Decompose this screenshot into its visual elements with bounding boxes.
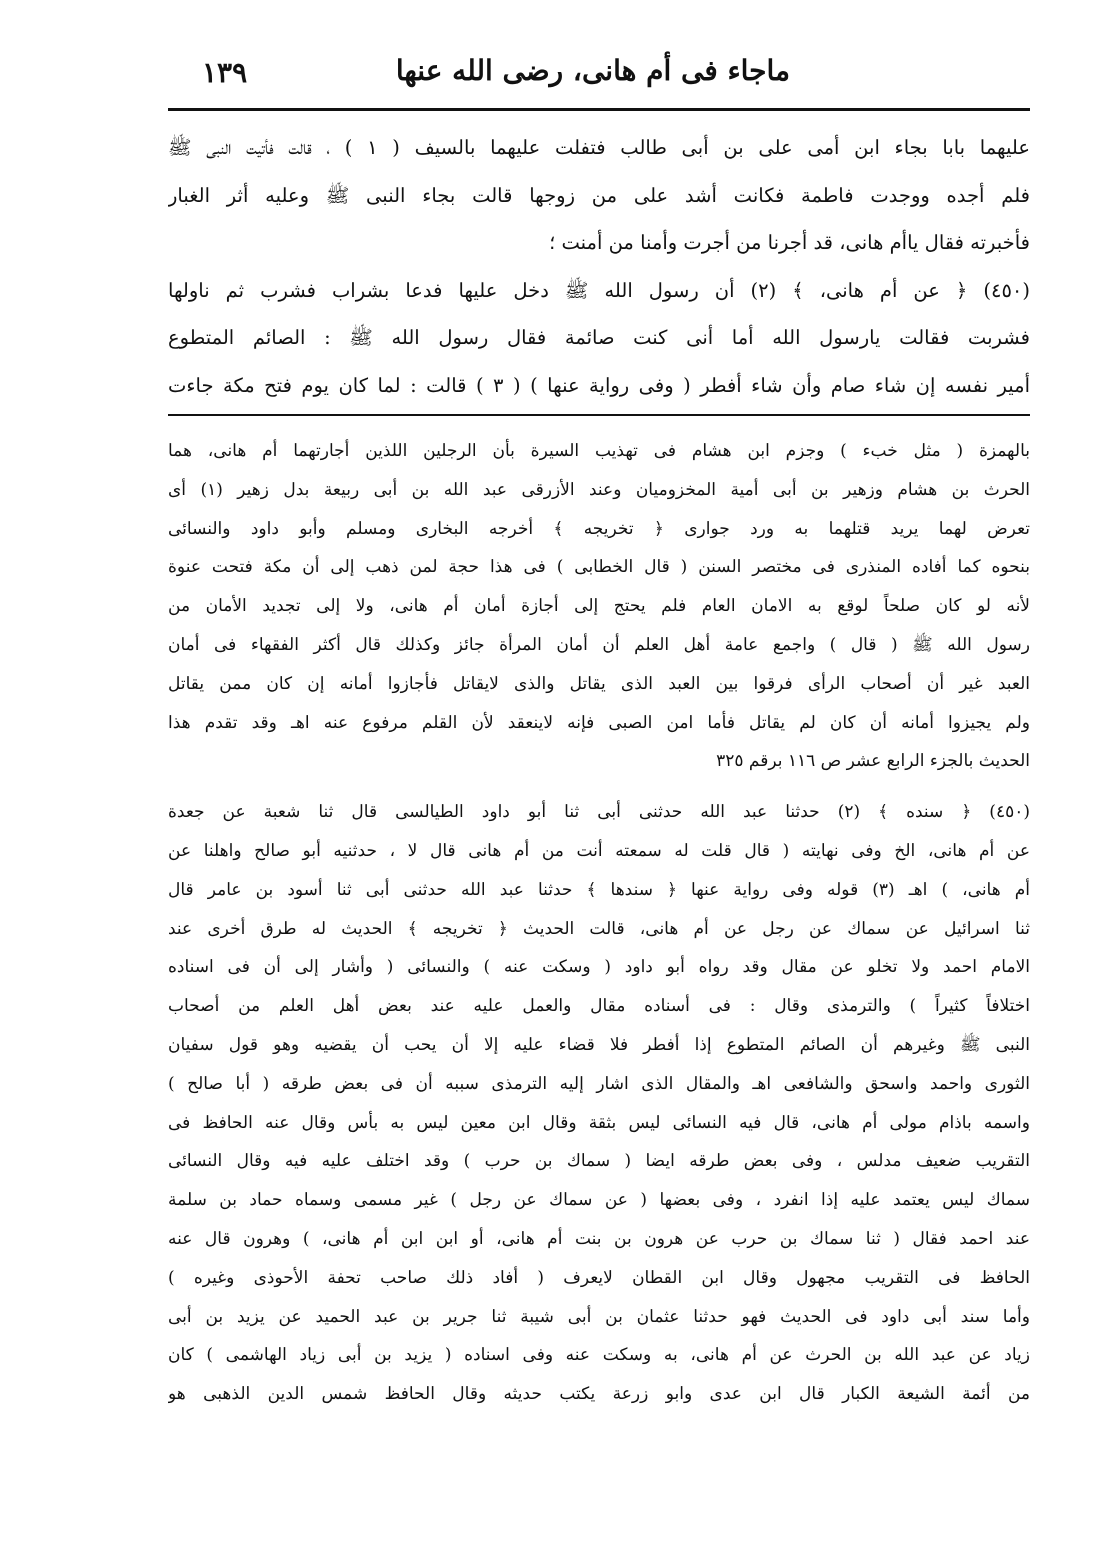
footnote-line: الحافظ فى التقريب مجهول وقال ابن القطان لايعرف ( أفاد ذلك صاحب تحفة الأحوذى وغيره ) bbox=[168, 1267, 1030, 1288]
footnote-line: النبى ﷺ وغيرهم أن الصائم المتطوع إذا أفطر فلا قضاء عليه إلا أن يحب أن يقضيه وهو قول سفيان bbox=[168, 1034, 1030, 1055]
footnote-line: سماك ليس يعتمد عليه إذا انفرد ، وفى بعضها ( عن سماك عن رجل ) غير مسمى وسماه حماد بن سلمة bbox=[168, 1190, 1030, 1211]
footnote-line: الامام احمد ولا تخلو عن مقال وقد رواه أبو داود ( وسكت عنه ) والنسائى ( وأشار إلى أن فى اسناده bbox=[168, 957, 1030, 978]
main-text-line: فأخبرته فقال ياأم هانى، قد أجرنا من أجرت وأمنا من أمنت ؛ bbox=[549, 231, 1030, 254]
footnote-line: الثورى واحمد واسحق والشافعى اهـ والمقال الذى اشار إليه الترمذى سببه أن فى بعض طرقه ( أبا صالح ) bbox=[168, 1073, 1030, 1094]
footnote-line: ولم يجيزوا أمانه أن كان لم يقاتل فأما امن الصبى فإنه لاينعقد لأن القلم مرفوع عنه اهـ وقد تقدم هذا bbox=[168, 712, 1030, 733]
main-text-line: عليهما بابا بجاء ابن أمى على بن أبى طالب فتفلت عليهما بالسيف ( ١ ) ، قالت فأتيت النبى ﷺ bbox=[168, 136, 1030, 159]
footnote-line: زياد عن عبد الله بن الحرث عن أم هانى، به وسكت عنه وفى اسناده ( يزيد بن أبى زياد الهاشمى ) كان bbox=[168, 1345, 1030, 1366]
footnote-450-line: (٤٥٠) ﴿ سنده ﴾ (٢) حدثنا عبد الله حدثنى أبى ثنا أبو داود الطيالسى قال ثنا شعبة عن جعدة bbox=[168, 802, 1030, 823]
running-title: ماجاء فى أم هانى، رضى الله عنها bbox=[395, 54, 790, 87]
footnote-line: الحرث بن هشام وزهير بن أبى أمية المخزوميان وعند الأزرقى عبد الله بن أبى ربيعة بدل زهير (١) أى bbox=[168, 479, 1030, 500]
footnote-line: عند احمد فقال ( ثنا سماك بن حرب عن هرون بن بنت أم هانى، أو ابن ابن أم هانى، ) وهرون قال عنه bbox=[168, 1228, 1030, 1249]
main-text-line: فلم أجده ووجدت فاطمة فكانت أشد على من زوجها قالت بجاء النبى ﷺ وعليه أثر الغبار bbox=[168, 183, 1030, 207]
footnote-line: ثنا اسرائيل عن سماك عن رجل عن أم هانى، قالت الحديث ﴿ تخريجه ﴾ الحديث له طرق أخرى عند bbox=[168, 918, 1030, 939]
footnote-line: رسول الله ﷺ ( قال ) واجمع عامة أهل العلم أن أمان المرأة جائز وكذلك قال أكثر الفقهاء فى أمان bbox=[168, 634, 1030, 655]
footnote-line: بنحوه كما أفاده المنذرى فى مختصر السنن ( قال الخطابى ) فى هذا حجة لمن ذهب إلى أن مكة فتحت عنوة bbox=[168, 557, 1030, 578]
main-text-line: فشربت فقالت يارسول الله أما أنى كنت صائمة فقال رسول الله ﷺ : الصائم المتطوع bbox=[168, 326, 1030, 349]
footnote-line: الحديث بالجزء الرابع عشر ص ١١٦ برقم ٣٢٥ bbox=[716, 751, 1030, 772]
footnote-gap bbox=[168, 781, 1030, 793]
page-number: ١٣٩ bbox=[202, 56, 248, 89]
footnote-line: التقريب ضعيف مدلس ، وفى بعض طرقه ايضا ( سماك بن حرب ) وقد اختلف عليه فيه وقال النسائى bbox=[168, 1151, 1030, 1172]
footnote-line: اختلافاً كثيراً ) والترمذى وقال : فى أسناده مقال والعمل عليه عند بعض أهل العلم من أصحاب bbox=[168, 996, 1030, 1017]
footnote-line: أم هانى، ) اهـ (٣) قوله وفى رواية عنها ﴿ سندها ﴾ حدثنا عبد الله حدثنى أبى ثنا أسود بن عامر قال bbox=[168, 879, 1030, 900]
footnotes bbox=[168, 432, 1030, 1414]
footnote-line: واسمه باذام مولى أم هانى، قال فيه النسائى ليس بثقة وقال ابن معين ليس به بأس وقال عنه الحافظ فى bbox=[168, 1112, 1030, 1133]
footnote-line: وأما سند أبى داود فى الحديث فهو حدثنا عثمان بن أبى شيبة ثنا جرير بن عبد الحميد عن يزيد بن أبى bbox=[168, 1306, 1030, 1327]
page-header bbox=[170, 48, 1030, 100]
footnote-line: تعرض لهما يريد قتلهما به ورد جوارى ﴿ تخريجه ﴾ أخرجه البخارى ومسلم وأبو داود والنسائى bbox=[168, 518, 1030, 539]
hadith-450-line: (٤٥٠) ﴿ عن أم هانى، ﴾ (٢) أن رسول الله ﷺ دخل عليها فدعا بشراب فشرب ثم ناولها bbox=[168, 278, 1030, 302]
footnote-separator-rule bbox=[168, 414, 1030, 416]
footnote-line: بالهمزة ( مثل خبء ) وجزم ابن هشام فى تهذيب السيرة بأن الرجلين اللذين أجارتهما أم هانى، هما bbox=[168, 441, 1030, 461]
footnote-line: العبد غير أن أصحاب الرأى فرقوا بين العبد الذى يقاتل والذى لايقاتل فأجازوا أمانه إن كان ممن يقاتل bbox=[168, 673, 1030, 694]
main-text-line: أمير نفسه إن شاء صام وأن شاء أفطر ( وفى رواية عنها ) ( ٣ ) قالت : لما كان يوم فتح مكة جاءت bbox=[168, 373, 1030, 397]
header-rule bbox=[168, 108, 1030, 111]
footnote-line: من أئمة الشيعة الكبار قال ابن عدى وابو زرعة يكتب حديثه وقال الحافظ شمس الدين الذهبى هو bbox=[168, 1384, 1030, 1405]
footnote-line: لأنه لو كان صلحاً لوقع به الامان العام فلم يحتج إلى أجازة أمان أم هانى، ولا إلى تجديد الأمان من bbox=[168, 596, 1030, 617]
footnote-line: عن أم هانى، الخ وفى نهايته ( قال قلت له سمعته أنت من أم هانى قال لا ، حدثنيه أبو صالح واهلنا عن bbox=[168, 840, 1030, 861]
main-text bbox=[168, 124, 1030, 409]
